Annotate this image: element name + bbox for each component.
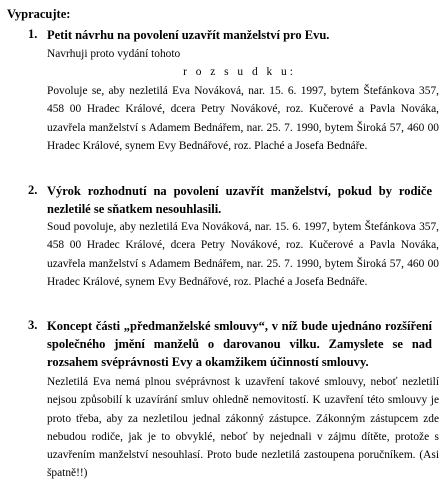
item-2-body: Soud povoluje, aby nezletilá Eva Nováková, nar. 15. 6. 1997, bytem Štefánkova 357, 458 00 Hradec Králové, dcera Petry Novákové, roz. Kučerové a Pavla Nováka, uzavřela manželství s Adamem Bednářem, nar. 25. 7. 1990, bytem Široká 57, 460 00 Hradec Králové, synem Evy Bednářové, roz. Plaché a Josefa Bednáře. [47, 221, 439, 288]
item-1-intro: Navrhuji proto vydání tohoto [47, 48, 181, 60]
item-1-number: 1. [28, 27, 38, 41]
item-2-number: 2. [28, 183, 38, 197]
item-1-body: Povoluje se, aby nezletilá Eva Nováková, nar. 15. 6. 1997, bytem Štefánkova 357, 458 00 Hradec Králové, dcera Petry Novákové, roz. Kučerové a Pavla Nováka, uzavřela manželství s Adamem Bednářem, nar. 25. 7. 1990, bytem Široká 57, 460 00 Hradec Králové, synem Evy Bednářové, roz. Plaché a Josefa Bednáře. [47, 85, 439, 152]
heading: Vypracujte: [7, 7, 71, 21]
item-3-number: 3. [28, 318, 38, 332]
item-1-rozsudek: r o z s u d k u: [183, 66, 296, 78]
item-3-body: Nezletilá Eva nemá plnou svéprávnost k uzavření takové smlouvy, neboť nezletilí nejsou způsobilí k uzavírání smluv ohledně nemovitostí. K uzavření této smlouvy je proto třeba, aby za nezletilou jednal zákonný zástupce. Zákonným zástupcem zde nebudou rodiče, jak je to obvyklé, neboť by nejednali v zájmu dítěte, protože s uzavřením manželství nesouhlasí. Proto bude nezletilá zastoupena poručníkem. (Asi špatně!!) [47, 376, 439, 480]
item-1-title: Petit návrhu na povolení uzavřít manželství pro Evu. [47, 28, 330, 42]
item-2-title: Výrok rozhodnutí na povolení uzavřít manželství, pokud by rodiče nezletilé se sňatkem nesouhlasili. [47, 184, 432, 216]
item-3-title: Koncept části „předmanželské smlouvy“, v níž bude ujednáno rozšíření společného jmění manželů o darovanou vilku. Zamyslete se nad rozsahem svéprávnosti Evy a okamžikem účinností smlouvy. [47, 319, 432, 369]
